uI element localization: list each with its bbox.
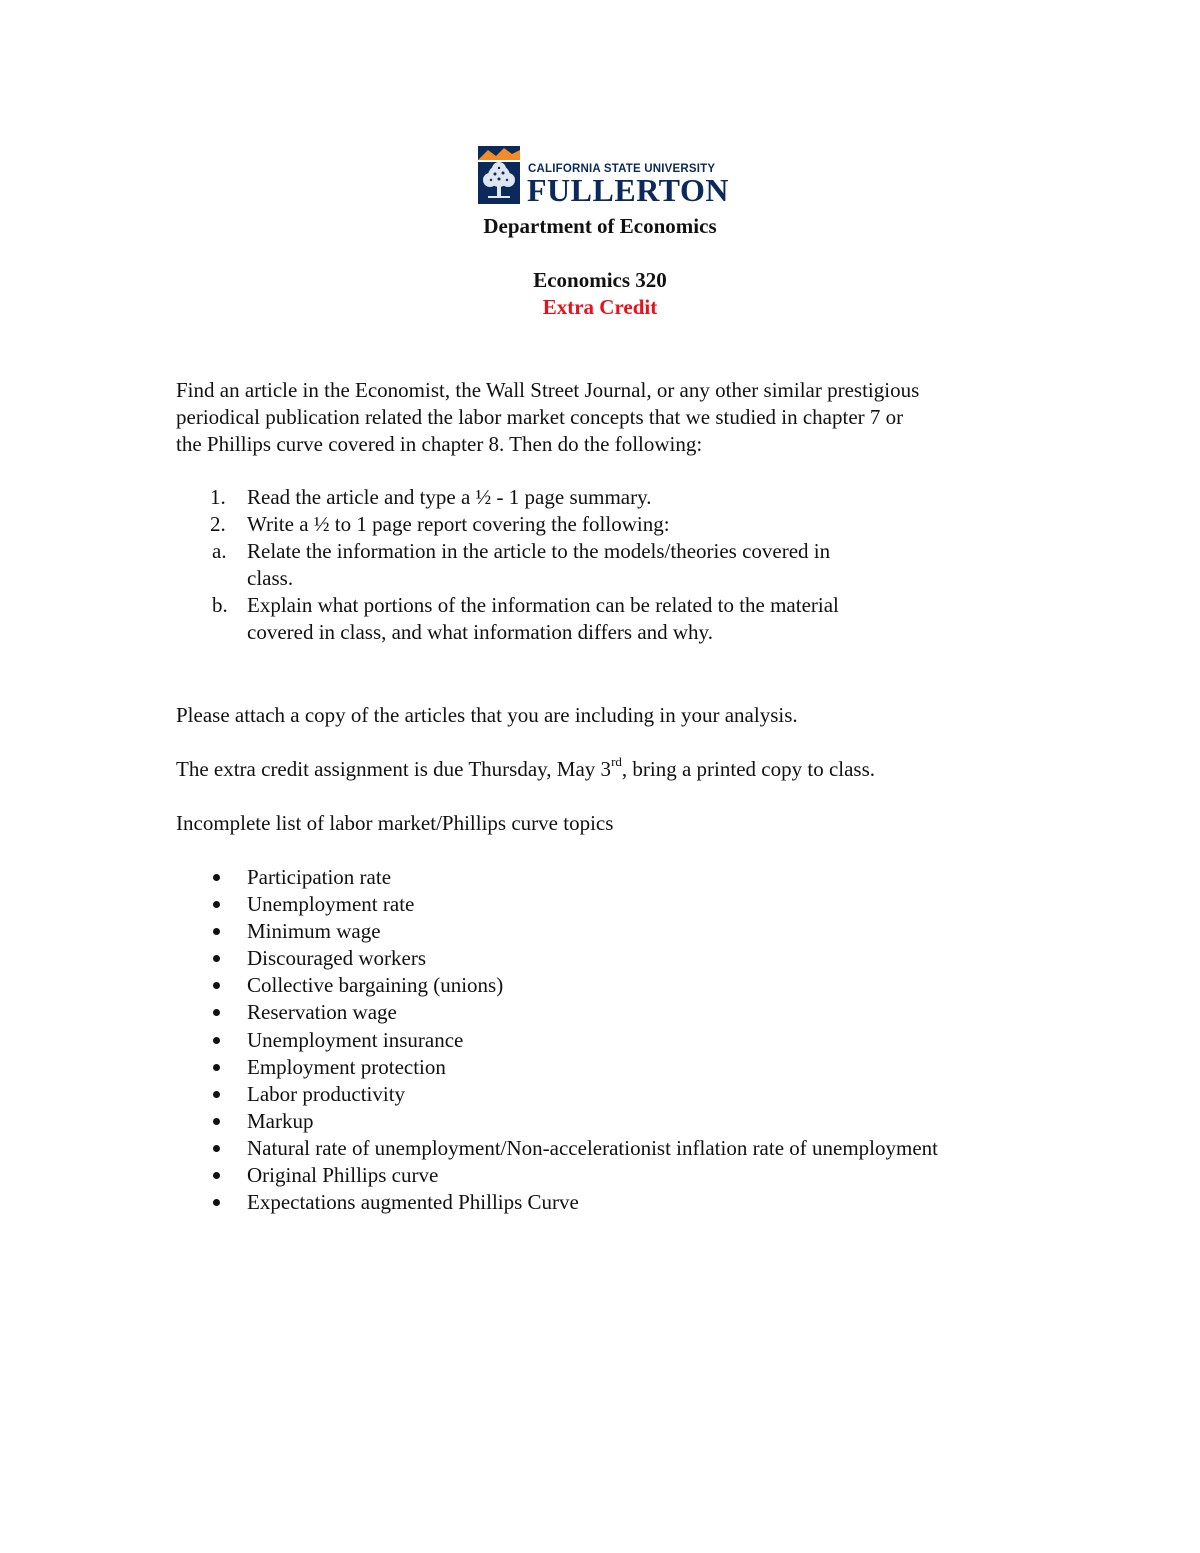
topic-text: Original Phillips curve [247,1163,439,1188]
bullet-icon [213,955,220,962]
sub-instruction-item [105,538,1036,592]
topic-item [176,1162,1076,1189]
sub-instruction-text: covered in class, and what information differs and why. [247,620,713,644]
instruction-number: 1. [210,485,226,509]
bullet-icon [213,1037,220,1044]
bullet-icon [213,928,220,935]
bullet-icon [213,874,220,881]
topic-item [176,972,1076,999]
sub-instruction-text: Relate the information in the article to the models/theories covered in [247,539,831,563]
due-text: The extra credit assignment is due Thursday, May 3 [176,757,612,781]
intro-line: the Phillips curve covered in chapter 8. Then do the following: [176,432,703,456]
topic-text: Expectations augmented Phillips Curve [247,1190,579,1215]
due-text-end: , bring a printed copy to class. [621,757,876,781]
topic-text: Collective bargaining (unions) [247,973,504,998]
bullet-icon [213,1199,220,1206]
tree-emblem-icon [478,146,520,204]
bullet-icon [213,1091,220,1098]
course-title: Economics 320 [533,268,667,292]
topic-text: Minimum wage [247,919,381,944]
topic-item [176,1081,1076,1108]
topic-item [176,1135,1076,1162]
instructions-list [176,484,1036,646]
bullet-icon [213,901,220,908]
topic-text: Unemployment rate [247,892,415,917]
instruction-item [176,484,1036,511]
bullet-icon [213,1064,220,1071]
instruction-text: Write a ½ to 1 page report covering the following: [247,512,670,536]
topic-item [176,999,1076,1026]
topic-text: Discouraged workers [247,946,427,971]
sub-instruction-letter: a. [212,539,227,563]
assignment-title: Extra Credit [542,295,658,319]
topic-item [176,1054,1076,1081]
department-title: Department of Economics [483,214,717,238]
sub-instruction-text: Explain what portions of the information can be related to the material [247,593,839,617]
bullet-icon [213,982,220,989]
instruction-text: Read the article and type a ½ - 1 page summary. [247,485,652,509]
logo-university-name: FULLERTON [527,172,729,208]
bullet-icon [213,1172,220,1179]
logo-university-line: CALIFORNIA STATE UNIVERSITY [528,163,716,175]
topics-heading: Incomplete list of labor market/Phillips curve topics [176,811,614,835]
instruction-item [176,511,1036,538]
topic-item [176,1108,1076,1135]
topics-list [176,864,1076,1216]
topic-item [176,891,1076,918]
university-logo [478,146,728,206]
sub-instruction-item [105,592,1036,646]
intro-paragraph [176,377,1036,458]
topic-text: Participation rate [247,865,392,889]
topic-text: Unemployment insurance [247,1027,464,1052]
topic-text: Reservation wage [247,1000,397,1025]
bullet-icon [213,1009,220,1016]
due-date-note [176,756,1036,783]
topic-item [176,945,1076,972]
bullet-icon [213,1118,220,1125]
intro-line: Find an article in the Economist, the Wall Street Journal, or any other similar prestigious [176,378,920,402]
topic-text: Natural rate of unemployment/Non-accelerationist inflation rate of unemployment [247,1135,939,1160]
intro-line: periodical publication related the labor market concepts that we studied in chapter 7 or [176,405,904,429]
topic-item [176,1189,1076,1216]
due-superscript: rd [611,754,622,769]
topic-item [176,918,1076,945]
instruction-number: 2. [210,512,226,536]
sub-instruction-text: class. [247,566,294,590]
topic-text: Employment protection [247,1054,446,1079]
bullet-icon [213,1145,220,1152]
topic-text: Markup [247,1108,314,1133]
attach-note: Please attach a copy of the articles that you are including in your analysis. [176,703,798,727]
sub-instructions-list [176,538,1036,646]
topic-item [176,864,1076,891]
topic-text: Labor productivity [247,1081,406,1106]
topic-item [176,1027,1076,1054]
sub-instruction-letter: b. [212,593,228,617]
